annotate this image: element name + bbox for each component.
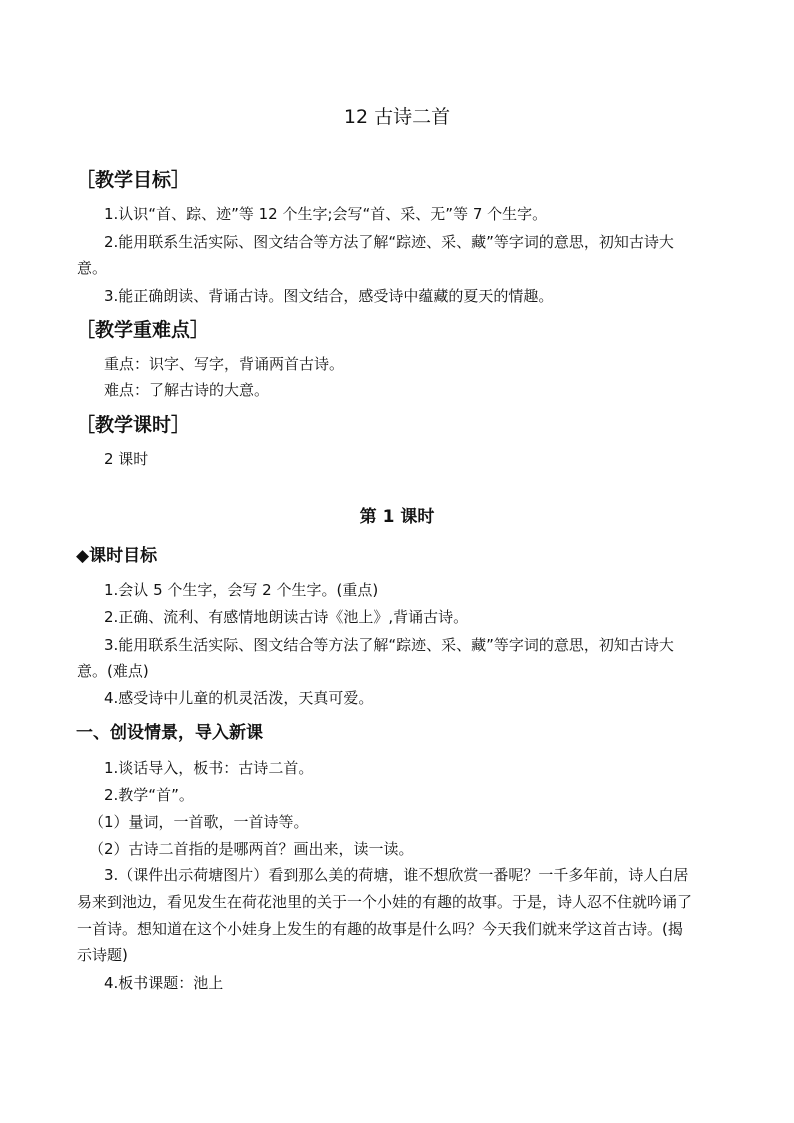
part1-item-3-cont-2: 一首诗。想知道在这个小娃身上发生的有趣的故事是什么吗？今天我们就来学这首古诗。(揭 — [77, 920, 683, 938]
objective-3: 3.能用联系生活实际、图文结合等方法了解“踪迹、采、藏”等字词的意思，初知古诗大 — [104, 636, 674, 654]
hours-heading: ［教学课时］ — [76, 414, 191, 436]
part1-heading: 一、创设情景，导入新课 — [76, 723, 263, 743]
key-point-2: 难点：了解古诗的大意。 — [104, 381, 270, 399]
part1-item-3: 3.（课件出示荷塘图片）看到那么美的荷塘，谁不想欣赏一番呢？一千多年前，诗人白居 — [104, 866, 689, 884]
goal-item-2: 2.能用联系生活实际、图文结合等方法了解“踪迹、采、藏”等字词的意思，初知古诗大 — [104, 233, 674, 251]
objective-1: 1.会认 5 个生字，会写 2 个生字。(重点) — [104, 581, 379, 599]
page-title: 12 古诗二首 — [343, 106, 451, 128]
goal-item-3: 3.能正确朗读、背诵古诗。图文结合，感受诗中蕴藏的夏天的情趣。 — [104, 287, 554, 305]
key-points-heading: ［教学重难点］ — [76, 319, 210, 341]
part1-item-4: 4.板书课题：池上 — [104, 974, 224, 992]
key-point-1: 重点：识字、写字，背诵两首古诗。 — [104, 355, 345, 373]
part1-sub-1: （1）量词，一首歌，一首诗等。 — [89, 813, 309, 831]
objective-2: 2.正确、流利、有感情地朗读古诗《池上》,背诵古诗。 — [104, 608, 469, 626]
part1-sub-2: （2）古诗二首指的是哪两首？画出来，读一读。 — [89, 840, 414, 858]
goal-item-2-cont: 意。 — [77, 259, 108, 277]
objectives-heading: ◆课时目标 — [76, 546, 158, 566]
lesson-heading: 第 1 课时 — [359, 507, 435, 527]
goal-item-1: 1.认识“首、踪、迹”等 12 个生字;会写“首、采、无”等 7 个生字。 — [104, 205, 548, 223]
hours-value: 2 课时 — [104, 450, 149, 468]
part1-item-2: 2.教学“首”。 — [104, 786, 194, 804]
part1-item-1: 1.谈话导入，板书：古诗二首。 — [104, 759, 314, 777]
objective-3-cont: 意。(难点) — [77, 662, 149, 680]
part1-item-3-cont-3: 示诗题) — [77, 946, 128, 964]
goals-heading: ［教学目标］ — [76, 169, 191, 191]
objective-4: 4.感受诗中儿童的机灵活泼，天真可爱。 — [104, 689, 374, 707]
part1-item-3-cont-1: 易来到池边，看见发生在荷花池里的关于一个小娃的有趣的故事。于是，诗人忍不住就吟诵了 — [77, 893, 693, 911]
